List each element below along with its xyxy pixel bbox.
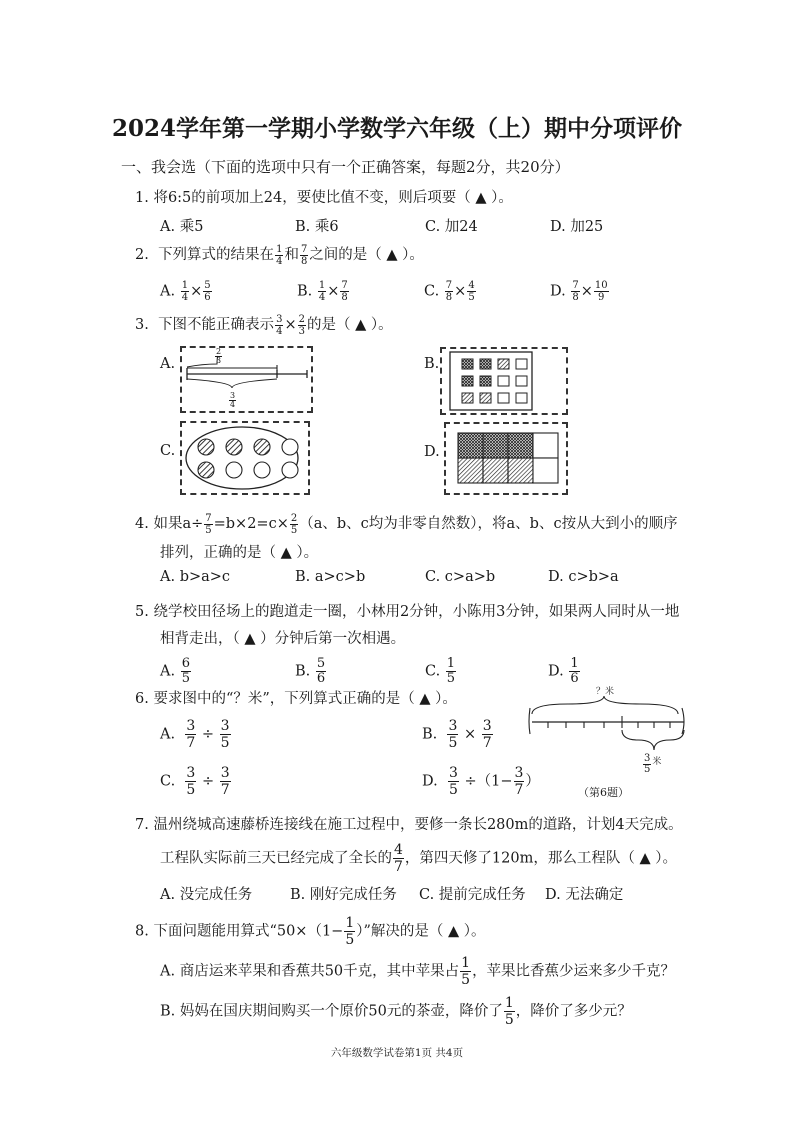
q5-option-d: D. $\frac{1}{6}$ <box>548 656 579 686</box>
q6-option-d: D. $\frac{3}{5}$ ÷（1− $\frac{3}{7}$ ） <box>422 765 540 798</box>
q7-option-b: B. 刚好完成任务 <box>290 887 397 903</box>
q1-option-c: C. 加24 <box>425 219 478 235</box>
question-7-line2: 工程队实际前三天已经完成了全长的 $\frac{4}{7}$ ，第四天修了120m，那么工程队（ ▲ ）。 <box>160 842 677 875</box>
q6-figure <box>528 684 688 794</box>
question-6-stem: 6. 要求图中的“？米”，下列算式正确的是（ ▲ ）。 <box>135 691 457 707</box>
question-3-stem: 3. 下图不能正确表示 $\frac{3}{4}$ × $\frac{2}{3}$ 的是（ ▲ ）。 <box>135 313 393 337</box>
q7-option-d: D. 无法确定 <box>545 887 624 903</box>
q2-option-d: D. $\frac{7}{8}$ × $\frac{10}{9}$ <box>550 280 608 303</box>
q5-option-b: B. $\frac{5}{6}$ <box>295 656 326 686</box>
question-4-line2: 排列，正确的是（ ▲ ）。 <box>160 545 319 561</box>
question-7-line1: 7. 温州绕城高速藤桥连接线在施工过程中，要修一条长280m的道路，计划4天完成。 <box>135 817 683 833</box>
rectangle-grid <box>446 424 566 493</box>
q6-option-b: B. $\frac{3}{5}$ × $\frac{3}{7}$ <box>422 718 492 751</box>
q3-figure-a <box>180 346 313 413</box>
q5-option-c: C. $\frac{1}{5}$ <box>425 656 456 686</box>
q1-option-a: A. 乘5 <box>160 219 204 235</box>
question-2-stem: 2. 下列算式的结果在 $\frac{1}{4}$ 和 $\frac{7}{8}$ 之间的是（ ▲ ）。 <box>135 243 424 267</box>
q2-option-a: A. $\frac{1}{4}$ × $\frac{5}{6}$ <box>160 280 211 303</box>
segment-diagram <box>182 348 311 411</box>
question-5-line2: 相背走出，（ ▲ ）分钟后第一次相遇。 <box>160 631 406 647</box>
square-grid <box>442 349 566 413</box>
section-heading: 一、我会选（下面的选项中只有一个正确答案，每题2分，共20分） <box>121 158 570 176</box>
q4-option-a: A. b>a>c <box>160 569 231 585</box>
q6-figure-bottom-label: $\frac{3}{5}$ $^米$ <box>644 753 662 775</box>
q4-option-c: C. c>a>b <box>425 569 496 585</box>
q1-option-d: D. 加25 <box>550 219 604 235</box>
q7-option-a: A. 没完成任务 <box>160 887 253 903</box>
q6-figure-caption: （第6题） <box>578 786 629 799</box>
q3-figure-c <box>180 421 310 495</box>
question-8-stem: 8. 下面问题能用算式“50×（1− $\frac{1}{5}$ ）”解决的是（ ▲ ）。 <box>135 915 486 948</box>
q6-option-a: A. $\frac{3}{7}$ ÷ $\frac{3}{5}$ <box>160 718 230 751</box>
q4-option-b: B. a>c>b <box>295 569 366 585</box>
segment-top-fraction: $\frac{2}{3}$ <box>216 347 222 365</box>
measure-line <box>528 684 688 794</box>
q3-figure-d <box>444 422 568 495</box>
q5-option-a: A. $\frac{6}{5}$ <box>160 656 190 686</box>
q3-option-a-label: A. <box>160 356 176 372</box>
circles-ellipse <box>182 423 308 493</box>
question-1-stem: 1. 将6:5的前项加上24，要使比值不变，则后项要（ ▲ ）。 <box>135 190 513 206</box>
page-title: 2024学年第一学期小学数学六年级（上）期中分项评价 <box>111 115 682 142</box>
q3-figure-b <box>440 347 568 415</box>
segment-bottom-fraction: $\frac{3}{4}$ <box>230 391 236 409</box>
question-5-line1: 5. 绕学校田径场上的跑道走一圈，小林用2分钟，小陈用3分钟，如果两人同时从一地 <box>135 604 680 620</box>
q1-option-b: B. 乘6 <box>295 219 339 235</box>
q6-figure-top-label: ？米 <box>596 687 615 697</box>
q2-option-b: B. $\frac{1}{4}$ × $\frac{7}{8}$ <box>297 280 348 303</box>
q3-option-c-label: C. <box>160 443 176 459</box>
q7-option-c: C. 提前完成任务 <box>419 887 526 903</box>
q2-option-c: C. $\frac{7}{8}$ × $\frac{4}{5}$ <box>424 280 475 303</box>
q3-option-b-label: B. <box>424 356 440 372</box>
q3-option-d-label: D. <box>424 444 440 460</box>
page-footer: 六年级数学试卷第1页 共4页 <box>330 1047 464 1059</box>
q8-option-a: A. 商店运来苹果和香蕉共50千克，其中苹果占 $\frac{1}{5}$ ，苹果比香蕉少运来多少千克？ <box>160 955 676 988</box>
question-4-line1: 4. 如果a÷ $\frac{7}{5}$ =b×2=c× $\frac{2}{5}$ （a、b、c均为非零自然数），将a、b、c按从大到小的顺序 <box>135 512 678 536</box>
q6-option-c: C. $\frac{3}{5}$ ÷ $\frac{3}{7}$ <box>160 765 230 798</box>
q4-option-d: D. c>b>a <box>548 569 619 585</box>
q8-option-b: B. 妈妈在国庆期间购买一个原价50元的茶壶，降价了 $\frac{1}{5}$ ，降价了多少元？ <box>160 995 632 1028</box>
